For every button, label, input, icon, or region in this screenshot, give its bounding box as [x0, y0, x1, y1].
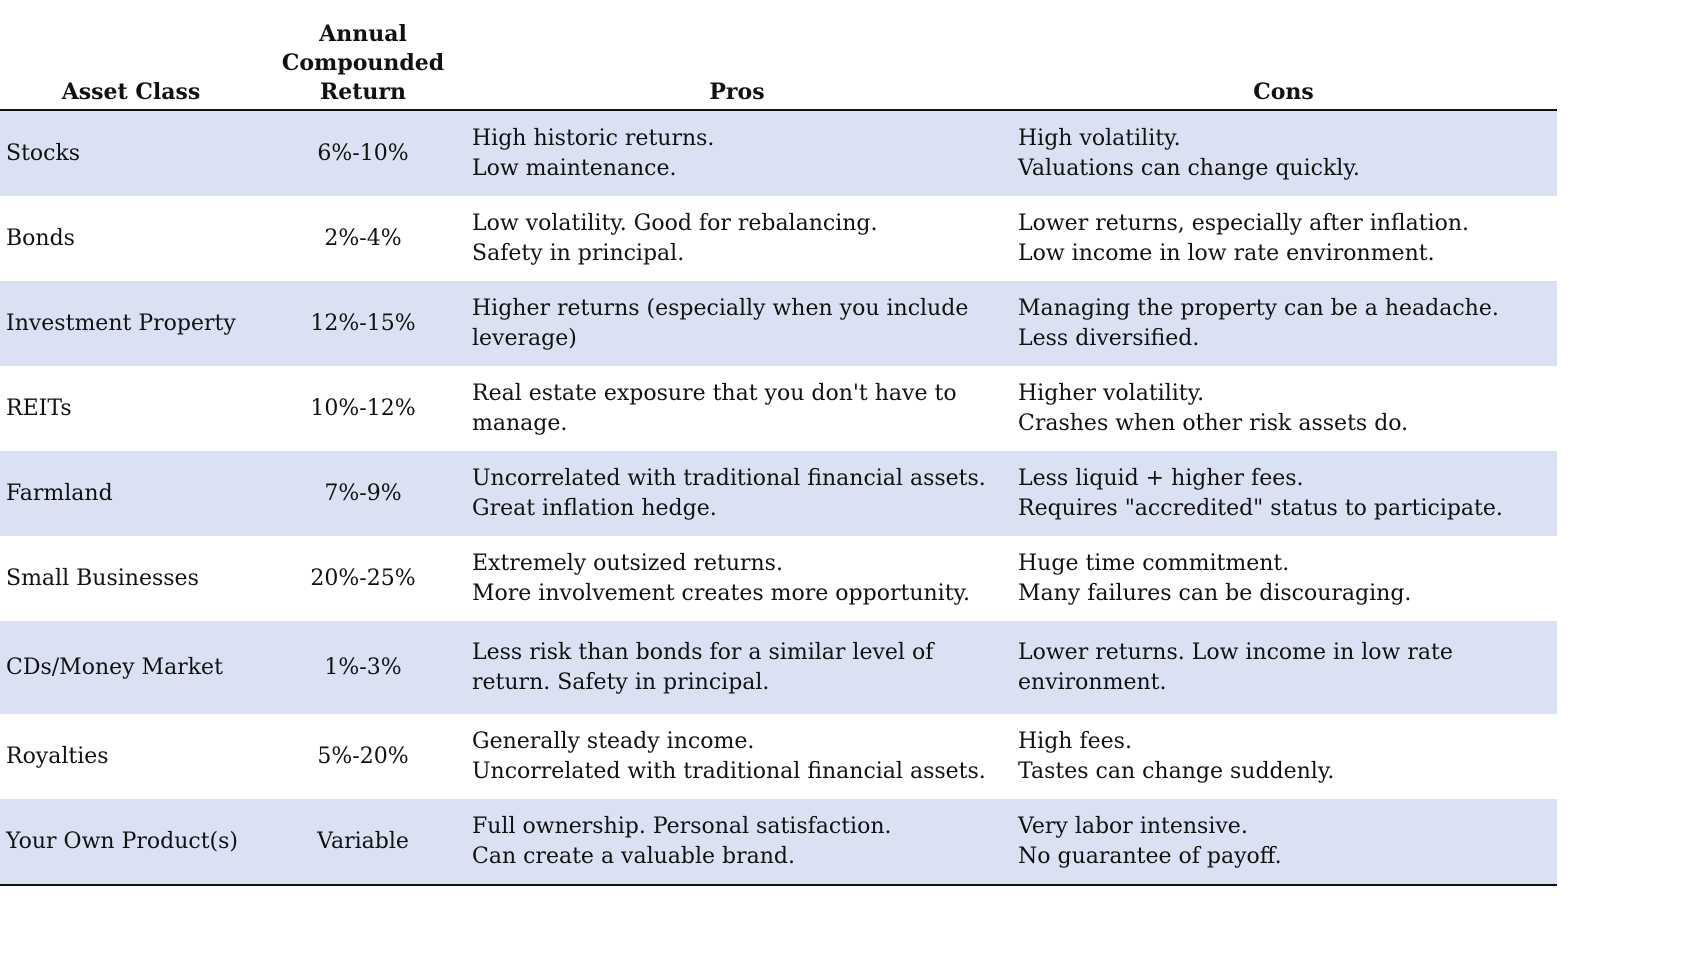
pros-line: Generally steady income. — [472, 729, 755, 754]
return-cell: 12%-15% — [262, 281, 464, 366]
table-header — [0, 18, 1557, 110]
cons-line: Lower returns. Low income in low rate — [1018, 640, 1453, 665]
pros-line: Uncorrelated with traditional financial assets. — [472, 466, 986, 491]
header-asset-class: Asset Class — [0, 18, 262, 110]
cons-line: Many failures can be discouraging. — [1018, 580, 1412, 606]
pros-cell — [464, 366, 1010, 451]
cons-line: Valuations can change quickly. — [1018, 155, 1360, 181]
table-row — [0, 281, 1557, 366]
cons-line: Very labor intensive. — [1018, 814, 1248, 839]
pros-line: Low volatility. Good for rebalancing. — [472, 211, 878, 236]
asset-class-table — [0, 18, 1557, 886]
pros-line: Less risk than bonds for a similar level of — [472, 640, 934, 665]
pros-cell — [464, 281, 1010, 366]
cons-cell — [1010, 621, 1557, 714]
pros-line: High historic returns. — [472, 126, 715, 151]
table-row — [0, 366, 1557, 451]
table-row — [0, 621, 1557, 714]
table-row — [0, 714, 1557, 799]
asset-cell: Farmland — [0, 451, 262, 536]
pros-line: manage. — [472, 410, 568, 436]
cons-line: Tastes can change suddenly. — [1018, 758, 1335, 784]
asset-cell: Stocks — [0, 110, 262, 196]
pros-cell — [464, 110, 1010, 196]
header-cons: Cons — [1010, 18, 1557, 110]
cons-line: Low income in low rate environment. — [1018, 240, 1435, 266]
cons-cell — [1010, 536, 1557, 621]
header-pros: Pros — [464, 18, 1010, 110]
return-cell: 20%-25% — [310, 565, 416, 591]
cons-line: Less liquid + higher fees. — [1018, 466, 1304, 491]
header-annual-compounded-return — [262, 18, 464, 110]
cons-line: Requires "accredited" status to participate. — [1018, 495, 1503, 521]
cons-cell — [1010, 366, 1557, 451]
table-row — [0, 799, 1557, 885]
return-cell: 7%-9% — [262, 451, 464, 536]
pros-cell — [464, 714, 1010, 799]
cons-line: High volatility. — [1018, 126, 1181, 151]
cons-line: Managing the property can be a headache. — [1018, 296, 1499, 321]
cons-cell — [1010, 110, 1557, 196]
asset-cell: Bonds — [6, 225, 75, 251]
cons-line: Huge time commitment. — [1018, 551, 1290, 576]
asset-cell: CDs/Money Market — [0, 621, 262, 714]
asset-cell: Royalties — [6, 743, 109, 769]
pros-line: Higher returns (especially when you include — [472, 296, 969, 321]
table-body — [0, 110, 1557, 885]
table-row — [0, 110, 1557, 196]
asset-cell: Your Own Product(s) — [0, 799, 262, 885]
table-row — [0, 536, 1557, 621]
pros-line: leverage) — [472, 325, 577, 351]
pros-line: Can create a valuable brand. — [472, 843, 796, 869]
pros-line: Low maintenance. — [472, 155, 677, 181]
pros-line: return. Safety in principal. — [472, 669, 770, 695]
cons-cell — [1010, 714, 1557, 799]
pros-cell — [464, 799, 1010, 885]
pros-line: More involvement creates more opportunity. — [472, 580, 971, 606]
asset-cell: Small Businesses — [6, 565, 199, 591]
pros-cell — [464, 451, 1010, 536]
pros-line: Great inflation hedge. — [472, 495, 717, 521]
cons-line: No guarantee of payoff. — [1018, 843, 1282, 869]
pros-line: Full ownership. Personal satisfaction. — [472, 814, 892, 839]
return-cell: Variable — [262, 799, 464, 885]
return-cell: 10%-12% — [310, 395, 416, 421]
cons-line: Crashes when other risk assets do. — [1018, 410, 1409, 436]
cons-cell — [1010, 799, 1557, 885]
pros-line: Extremely outsized returns. — [472, 551, 783, 576]
pros-cell — [464, 196, 1010, 281]
table-row — [0, 196, 1557, 281]
cons-line: Higher volatility. — [1018, 381, 1205, 406]
header-row — [0, 18, 1557, 110]
cons-line: Less diversified. — [1018, 325, 1200, 351]
cons-cell — [1010, 196, 1557, 281]
asset-cell: REITs — [6, 395, 72, 421]
pros-cell — [464, 621, 1010, 714]
cons-line: High fees. — [1018, 729, 1132, 754]
asset-cell: Investment Property — [0, 281, 262, 366]
pros-cell — [464, 536, 1010, 621]
return-cell: 6%-10% — [262, 110, 464, 196]
pros-line: Uncorrelated with traditional financial assets. — [472, 758, 986, 784]
return-cell: 1%-3% — [262, 621, 464, 714]
cons-cell — [1010, 451, 1557, 536]
return-cell: 5%-20% — [317, 743, 409, 769]
table-row — [0, 451, 1557, 536]
return-cell: 2%-4% — [324, 225, 402, 251]
header-return-line-2: Compounded — [281, 50, 445, 76]
cons-cell — [1010, 281, 1557, 366]
cons-line: Lower returns, especially after inflation. — [1018, 211, 1470, 236]
header-return-line-3: Return — [319, 79, 407, 105]
cons-line: environment. — [1018, 669, 1167, 695]
pros-line: Safety in principal. — [472, 240, 685, 266]
pros-line: Real estate exposure that you don't have to — [472, 381, 957, 406]
header-return-line-1: Annual — [319, 21, 407, 47]
